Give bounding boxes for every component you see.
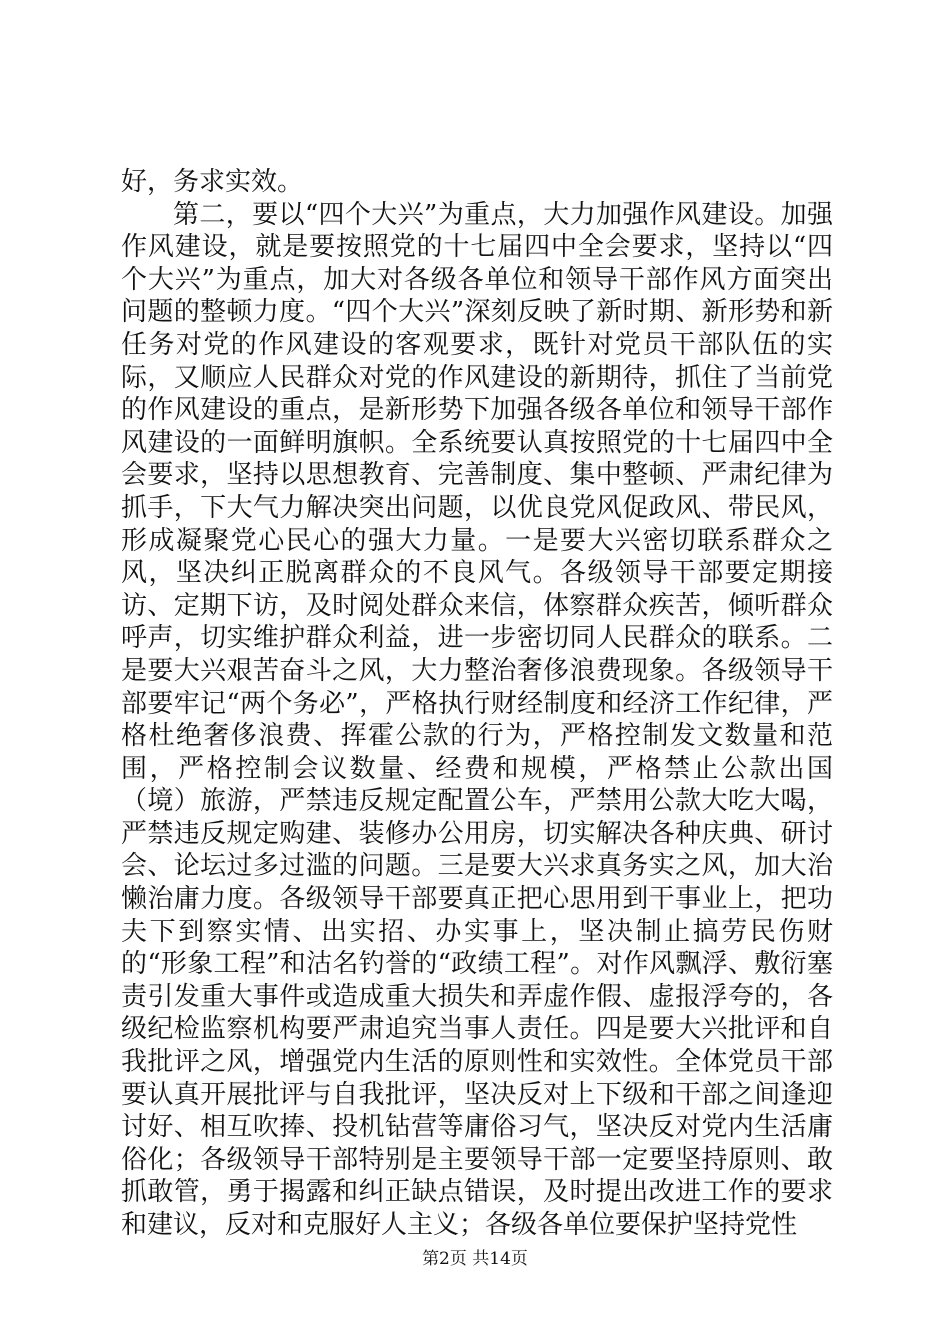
paragraph-second-point: 第二，要以“四个大兴”为重点，大力加强作风建设。加强作风建设，就是要按照党的十七届四中全会要求，坚持以“四个大兴”为重点，加大对各级各单位和领导干部作风方面突出问题的整顿力度。“四个大兴”深刻反映了新时期、新形势和新任务对党的作风建设的客观要求，既针对党员干部队伍的实际，又顺应人民群众对党的作风建设的新期待，抓住了当前党的作风建设的重点，是新形势下加强各级各单位和领导干部作风建设的一面鲜明旗帜。全系统要认真按照党的十七届四中全会要求，坚持以思想教育、完善制度、集中整顿、严肃纪律为抓手，下大气力解决突出问题，以优良党风促政风、带民风，形成凝聚党心民心的强大力量。一是要大兴密切联系群众之风，坚决纠正脱离群众的不良风气。各级领导干部要定期接访、定期下访，及时阅处群众来信，体察群众疾苦，倾听群众呼声，切实维护群众利益，进一步密切同人民群众的联系。二是要大兴艰苦奋斗之风，大力整治奢侈浪费现象。各级领导干部要牢记“两个务必”，严格执行财经制度和经济工作纪律，严格杜绝奢侈浪费、挥霍公款的行为，严格控制发文数量和范围，严格控制会议数量、经费和规模，严格禁止公款出国（境）旅游，严禁违反规定配置公车，严禁用公款大吃大喝，严禁违反规定购建、装修办公用房，切实解决各种庆典、研讨会、论坛过多过滥的问题。三是要大兴求真务实之风，加大治懒治庸力度。各级领导干部要真正把心思用到干事业上，把功夫下到察实情、出实招、办实事上，坚决制止搞劳民伤财的“形象工程”和沽名钓誉的“政绩工程”。对作风飘浮、敷衍塞责引发重大事件或造成重大损失和弄虚作假、虚报浮夸的，各级纪检监察机构要严肃追究当事人责任。四是要大兴批评和自我批评之风，增强党内生活的原则性和实效性。全体党员干部要认真开展批评与自我批评，坚决反对上下级和干部之间逢迎讨好、相互吹捧、投机钻营等庸俗习气，坚决反对党内生活庸俗化；各级领导干部特别是主要领导干部一定要坚持原则、敢抓敢管，勇于揭露和纠正缺点错误，及时提出改进工作的要求和建议，反对和克服好人主义；各级各单位要保护坚持党性	[121, 199, 833, 1240]
paragraph-continuation: 好，务求实效。	[121, 167, 304, 197]
page-number-footer: 第2页 共14页	[422, 1249, 528, 1269]
document-body	[121, 166, 833, 1242]
